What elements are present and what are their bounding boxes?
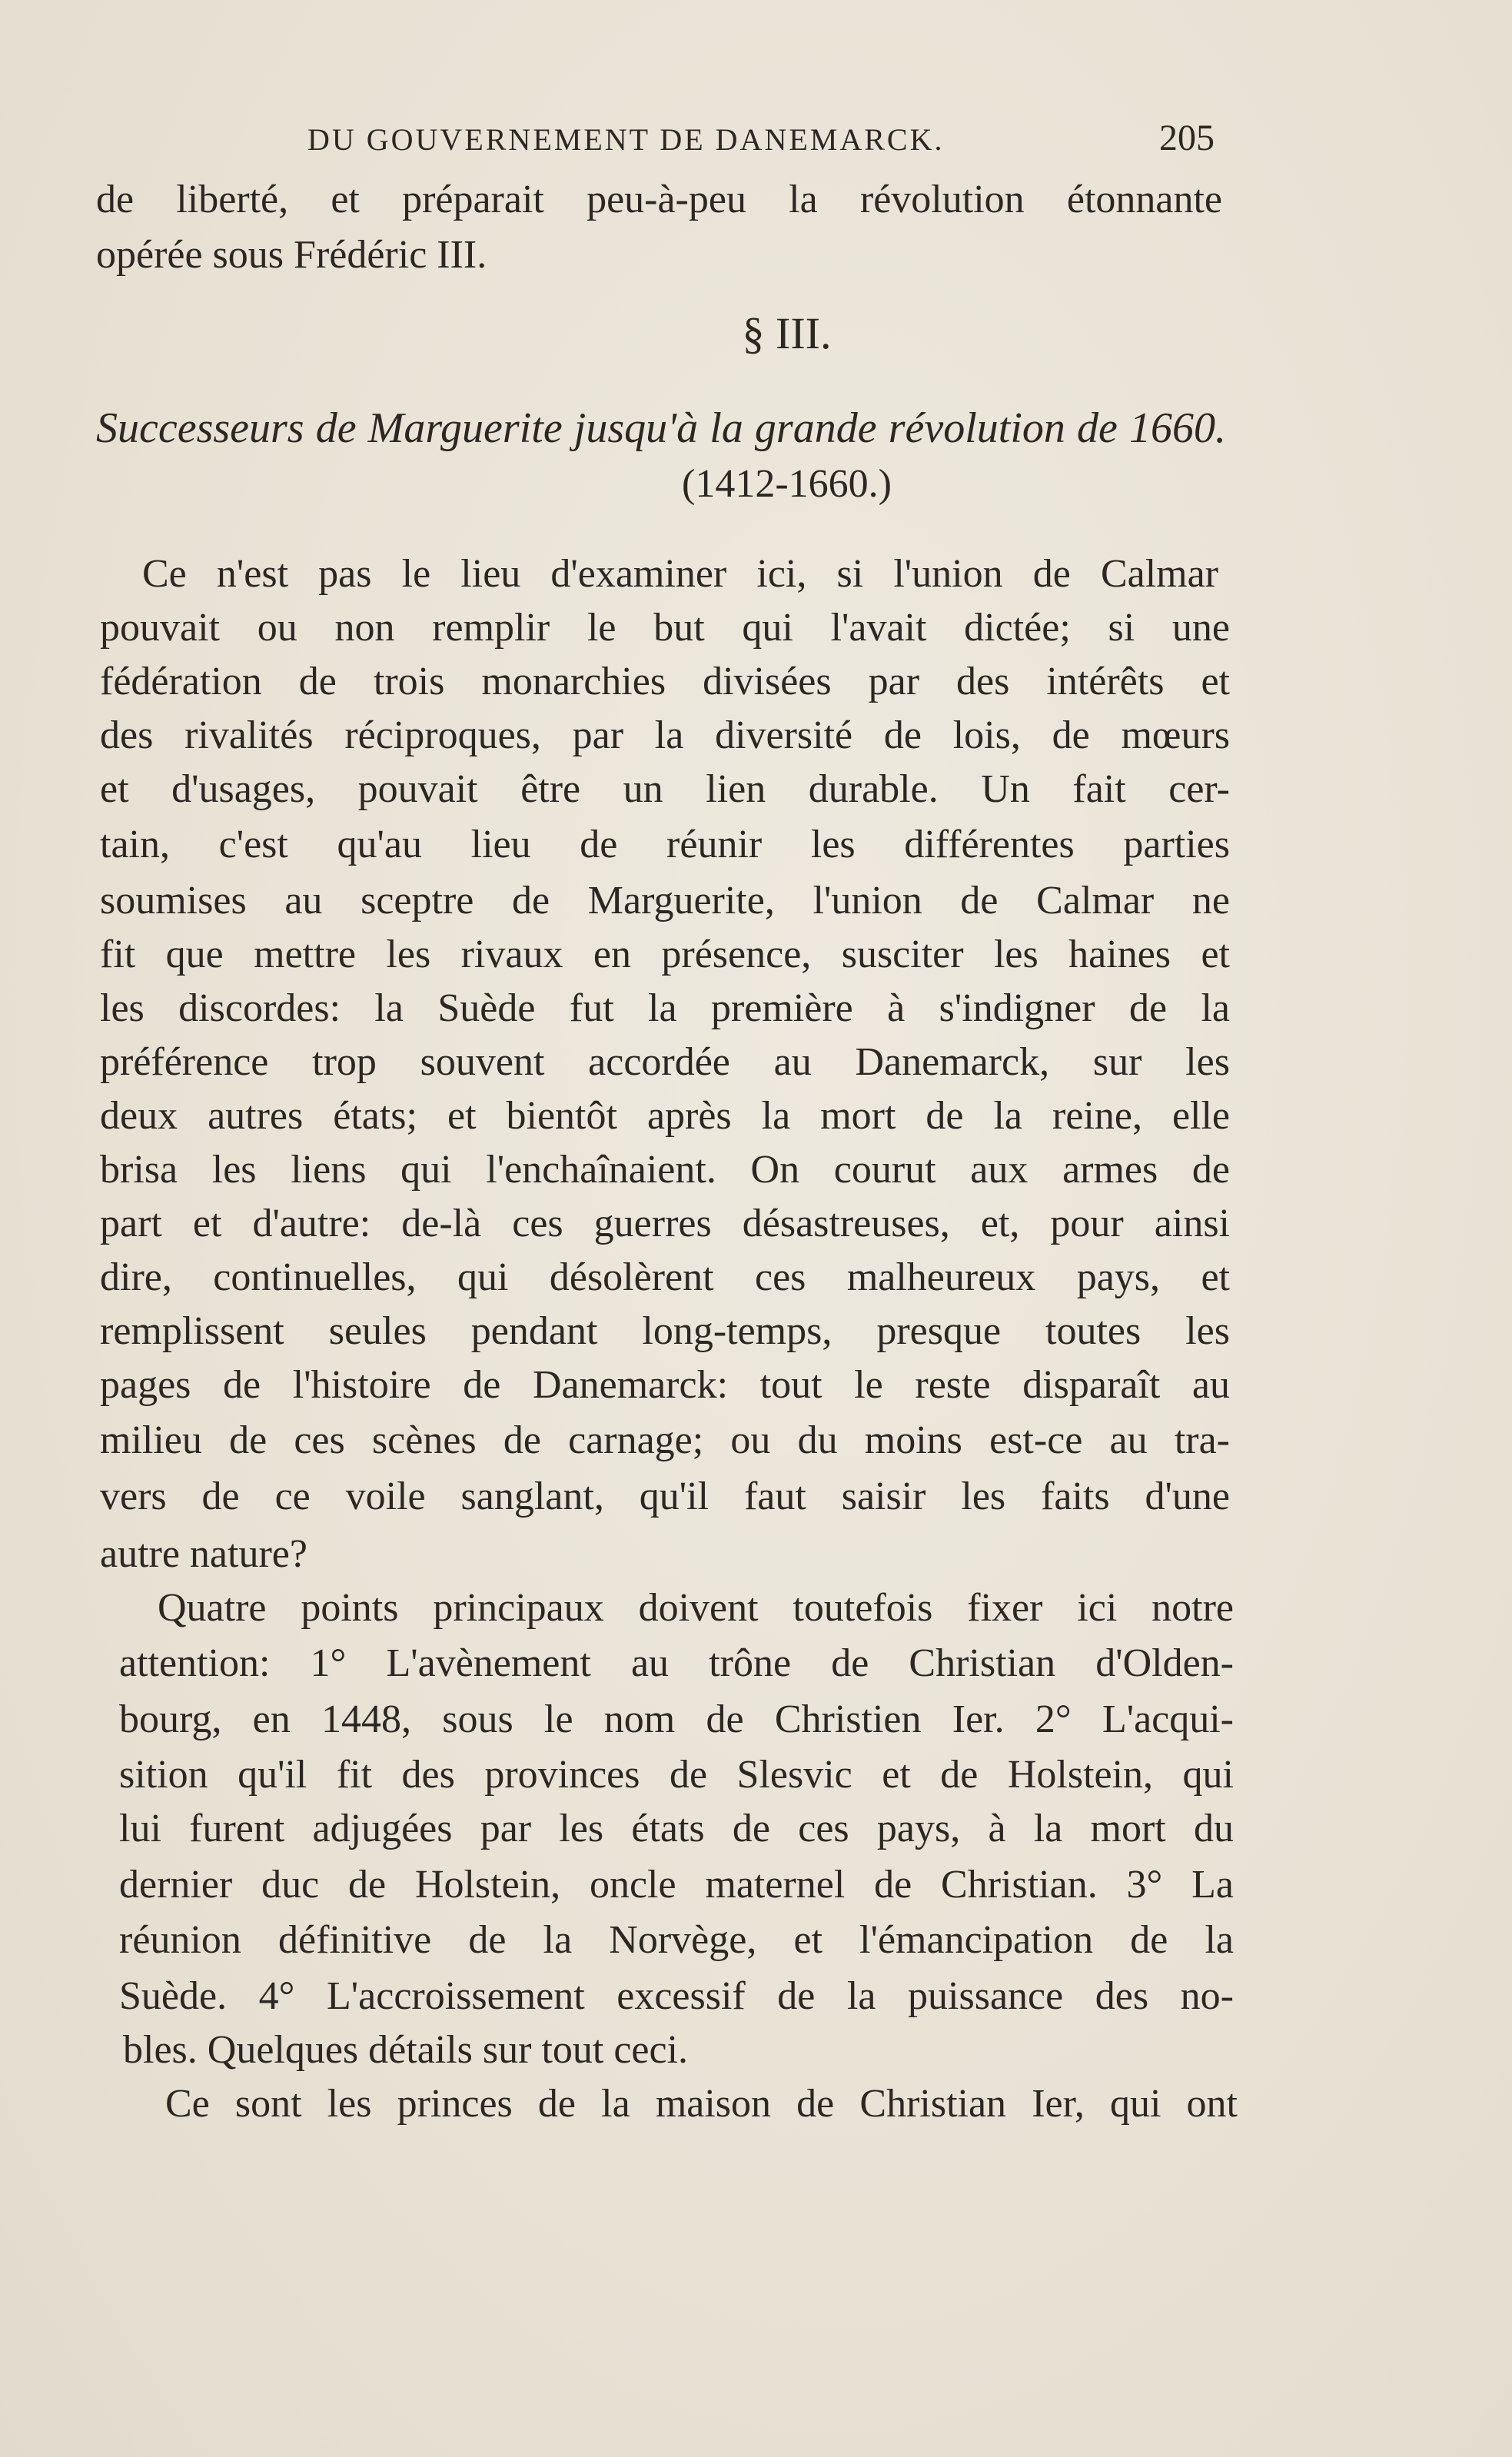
- text-line: soumises au sceptre de Marguerite, l'union de Calmar ne: [100, 879, 1230, 923]
- text-line: les discordes: la Suède fut la première à s'indigner de la: [100, 986, 1230, 1030]
- text-line: sition qu'il fit des provinces de Slesvic et de Holstein, qui: [119, 1753, 1234, 1797]
- section-title: Successeurs de Marguerite jusqu'à la grande révolution de 1660.: [96, 404, 1226, 452]
- page-number: 205: [1159, 118, 1215, 158]
- text-line: milieu de ces scènes de carnage; ou du moins est-ce au tra-: [100, 1418, 1230, 1462]
- text-line: attention: 1° L'avènement au trône de Christian d'Olden-: [119, 1641, 1234, 1685]
- section-dates: (1412-1660.): [682, 462, 892, 506]
- text-line: fédération de trois monarchies divisées par des intérêts et: [100, 660, 1230, 703]
- text-line: réunion définitive de la Norvège, et l'émancipation de la: [119, 1918, 1234, 1962]
- text-line: de liberté, et préparait peu-à-peu la révolution étonnante: [96, 178, 1222, 221]
- text-line: vers de ce voile sanglant, qu'il faut saisir les faits d'une: [100, 1475, 1230, 1518]
- text-line: pages de l'histoire de Danemarck: tout le reste disparaît au: [100, 1363, 1230, 1407]
- text-line: lui furent adjugées par les états de ces pays, à la mort du: [119, 1807, 1234, 1850]
- running-head: DU GOUVERNEMENT DE DANEMARCK.: [307, 122, 945, 157]
- text-line: autre nature?: [100, 1532, 307, 1576]
- text-line: pouvait ou non remplir le but qui l'avait dictée; si une: [100, 606, 1230, 650]
- text-line: bles. Quelques détails sur tout ceci.: [123, 2028, 689, 2072]
- text-line: des rivalités réciproques, par la diversité de lois, de mœurs: [100, 713, 1230, 757]
- text-line: préférence trop souvent accordée au Danemarck, sur les: [100, 1040, 1230, 1084]
- text-line: opérée sous Frédéric III.: [96, 233, 487, 277]
- text-line: Ce sont les princes de la maison de Christian Ier, qui ont: [165, 2082, 1238, 2126]
- text-line: bourg, en 1448, sous le nom de Christien Ier. 2° L'acqui-: [119, 1697, 1234, 1741]
- page-header: [307, 118, 1215, 168]
- text-line: dire, continuelles, qui désolèrent ces malheureux pays, et: [100, 1255, 1230, 1299]
- text-line: et d'usages, pouvait être un lien durable. Un fait cer-: [100, 767, 1230, 811]
- text-line: Ce n'est pas le lieu d'examiner ici, si l'union de Calmar: [142, 552, 1218, 596]
- text-line: dernier duc de Holstein, oncle maternel de Christian. 3° La: [119, 1863, 1234, 1907]
- text-line: deux autres états; et bientôt après la mort de la reine, elle: [100, 1094, 1230, 1138]
- section-number: § III.: [742, 308, 832, 358]
- text-line: fit que mettre les rivaux en présence, susciter les haines et: [100, 933, 1230, 976]
- text-line: part et d'autre: de-là ces guerres désastreuses, et, pour ainsi: [100, 1202, 1230, 1245]
- text-line: Suède. 4° L'accroissement excessif de la puissance des no-: [119, 1974, 1234, 2018]
- text-line: Quatre points principaux doivent toutefois fixer ici notre: [158, 1586, 1234, 1630]
- text-line: remplissent seules pendant long-temps, presque toutes les: [100, 1309, 1230, 1353]
- text-line: brisa les liens qui l'enchaînaient. On courut aux armes de: [100, 1148, 1230, 1192]
- text-line: tain, c'est qu'au lieu de réunir les différentes parties: [100, 823, 1230, 866]
